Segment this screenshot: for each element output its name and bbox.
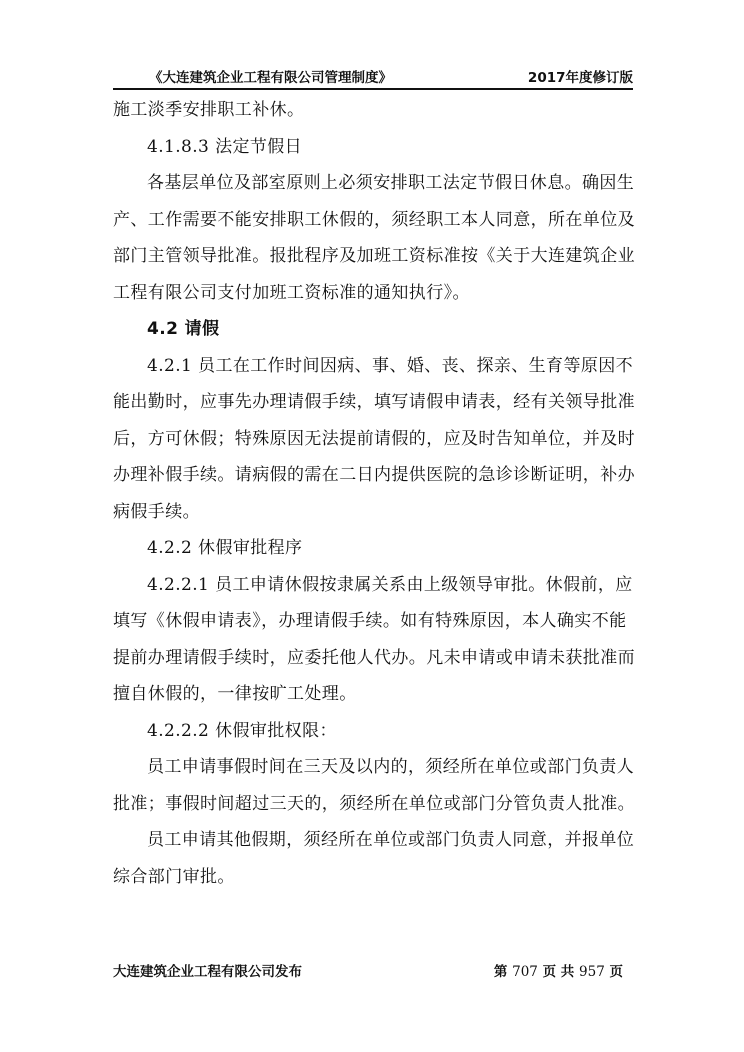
paragraph-line: 综合部门审批。 xyxy=(113,866,235,887)
page-header xyxy=(113,62,633,90)
page-footer xyxy=(113,960,633,982)
paragraph-line: 病假手续。 xyxy=(113,501,200,522)
paragraph-line: 后，方可休假；特殊原因无法提前请假的，应及时告知单位，并及时 xyxy=(113,428,635,449)
section-heading-4-2-2-2: 4.2.2.2 休假审批权限： xyxy=(147,720,337,741)
paragraph-line: 批准；事假时间超过三天的，须经所在单位或部门分管负责人批准。 xyxy=(113,793,635,814)
section-heading-4-1-8-3: 4.1.8.3 法定节假日 xyxy=(147,136,303,157)
page-suffix: 页 xyxy=(609,964,623,980)
document-title: 《大连建筑企业工程有限公司管理制度》 xyxy=(149,70,392,86)
current-page: 707 xyxy=(512,964,538,980)
total-pages: 957 xyxy=(579,964,605,980)
paragraph-line: 工程有限公司支付加班工资标准的通知执行》。 xyxy=(113,282,470,303)
paragraph-line: 办理补假手续。请病假的需在二日内提供医院的急诊诊断证明，补办 xyxy=(113,465,635,485)
version-label: 2017年度修订版 xyxy=(527,70,633,86)
paragraph-line: 4.2.2.1 员工申请休假按隶属关系由上级领导审批。休假前，应 xyxy=(147,574,633,595)
paragraph-line: 各基层单位及部室原则上必须安排职工法定节假日休息。确因生 xyxy=(147,173,635,193)
paragraph-line: 擅自休假的，一律按旷工处理。 xyxy=(113,684,357,704)
paragraph-line: 员工申请其他假期，须经所在单位或部门负责人同意，并报单位 xyxy=(147,830,635,850)
paragraph-line: 填写《休假申请表》，办理请假手续。如有特殊原因，本人确实不能 xyxy=(113,611,627,631)
page-prefix: 第 xyxy=(493,964,508,980)
section-heading-4-2-2: 4.2.2 休假审批程序 xyxy=(147,538,303,558)
section-heading-4-2: 4.2 请假 xyxy=(147,319,220,339)
paragraph-line: 产、工作需要不能安排职工休假的，须经职工本人同意，所在单位及 xyxy=(113,209,635,230)
page-number xyxy=(494,960,623,980)
paragraph-line: 提前办理请假手续时，应委托他人代办。凡未申请或申请未获批准而 xyxy=(113,647,635,668)
paragraph-line: 部门主管领导批准。报批程序及加班工资标准按《关于大连建筑企业 xyxy=(113,246,635,266)
page-mid: 页 共 xyxy=(542,964,575,980)
paragraph-line: 能出勤时，应事先办理请假手续，填写请假申请表，经有关领导批准 xyxy=(113,392,635,412)
document-body xyxy=(113,92,633,895)
paragraph-line: 施工淡季安排职工补休。 xyxy=(113,100,305,120)
paragraph-line: 4.2.1 员工在工作时间因病、事、婚、丧、探亲、生育等原因不 xyxy=(147,355,634,376)
publisher-label: 大连建筑企业工程有限公司发布 xyxy=(113,964,302,980)
paragraph-line: 员工申请事假时间在三天及以内的，须经所在单位或部门负责人 xyxy=(147,757,635,777)
